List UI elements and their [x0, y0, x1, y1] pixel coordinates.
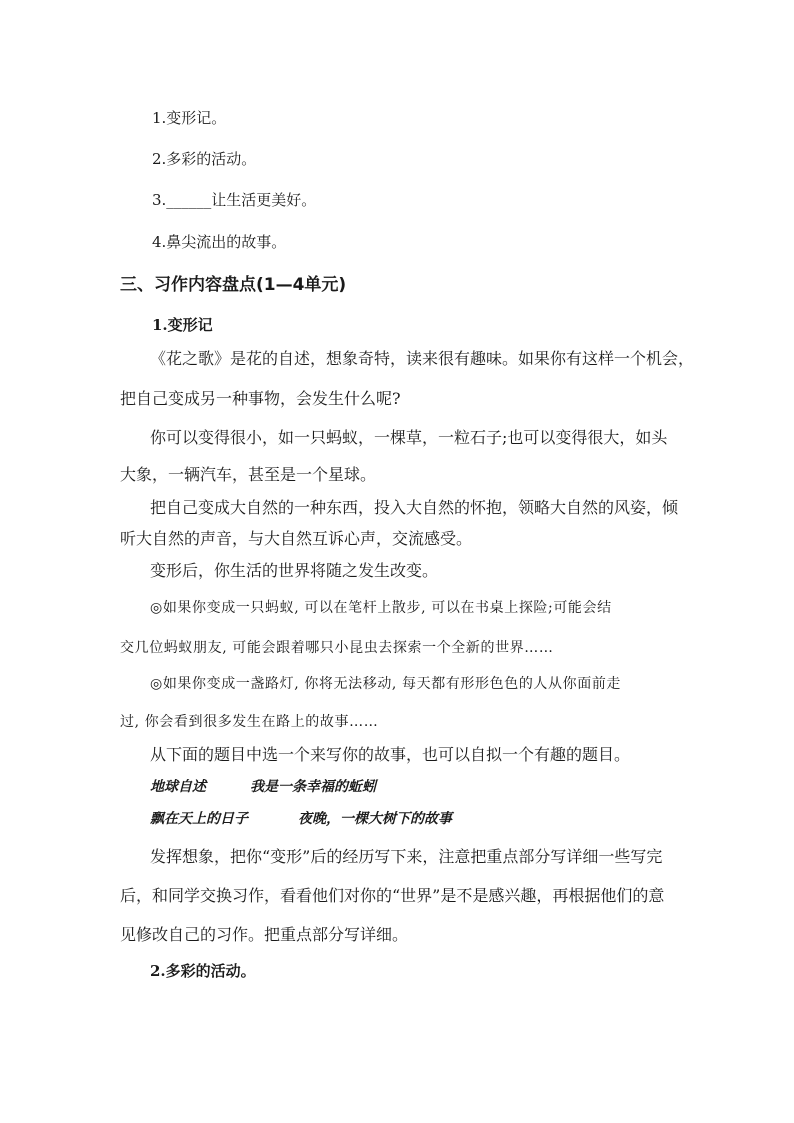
subsection-title: 2.多彩的活动。 — [150, 962, 256, 980]
closing-line: 后，和同学交换习作，看看他们对你的“世界”是不是感兴趣，再根据他们的意 — [120, 886, 665, 905]
paragraph-line: 把自己变成大自然的一种东西，投入大自然的怀抱，领略大自然的风姿，倾 — [150, 498, 679, 517]
choose-prompt: 从下面的题目中选一个来写你的故事，也可以自拟一个有趣的题目。 — [150, 745, 631, 764]
example-line: ◎如果你变成一只蚂蚁, 可以在笔杆上散步, 可以在书桌上探险;可能会结 — [150, 600, 612, 616]
topic-title: 我是一条幸福的蚯蚓 — [250, 779, 376, 795]
section-heading: 三、习作内容盘点(1—4单元) — [120, 275, 347, 295]
closing-line: 见修改自己的习作。把重点部分写详细。 — [120, 925, 409, 944]
paragraph-line: 听大自然的声音，与大自然互诉心声，交流感受。 — [120, 529, 473, 548]
list-item: 2.多彩的活动。 — [152, 150, 257, 168]
topic-title: 夜晚，一棵大树下的故事 — [298, 811, 452, 827]
example-line: 过, 你会看到很多发生在路上的故事…… — [120, 714, 379, 730]
paragraph-line: 你可以变得很小，如一只蚂蚁，一棵草，一粒石子;也可以变得很大，如头 — [150, 428, 668, 447]
paragraph-line: 变形后，你生活的世界将随之发生改变。 — [150, 561, 439, 580]
topic-title: 飘在天上的日子 — [150, 811, 248, 827]
subsection-title: 1.变形记 — [152, 316, 213, 334]
list-item: 1.变形记。 — [152, 109, 227, 127]
paragraph-line: 大象，一辆汽车，甚至是一个星球。 — [120, 465, 377, 484]
paragraph-line: 把自己变成另一种事物，会发生什么呢? — [120, 389, 401, 408]
list-item: 4.鼻尖流出的故事。 — [152, 233, 287, 251]
example-line: 交几位蚂蚁朋友, 可能会跟着哪只小昆虫去探索一个全新的世界…… — [120, 640, 554, 656]
list-item: 3.______让生活更美好。 — [152, 191, 317, 209]
paragraph-line: 《花之歌》是花的自述，想象奇特，读来很有趣味。如果你有这样一个机会， — [150, 349, 695, 368]
example-line: ◎如果你变成一盏路灯, 你将无法移动, 每天都有形形色色的人从你面前走 — [150, 676, 622, 692]
closing-line: 发挥想象，把你“变形”后的经历写下来，注意把重点部分写详细一些写完 — [150, 847, 663, 866]
topic-title: 地球自述 — [150, 779, 206, 795]
